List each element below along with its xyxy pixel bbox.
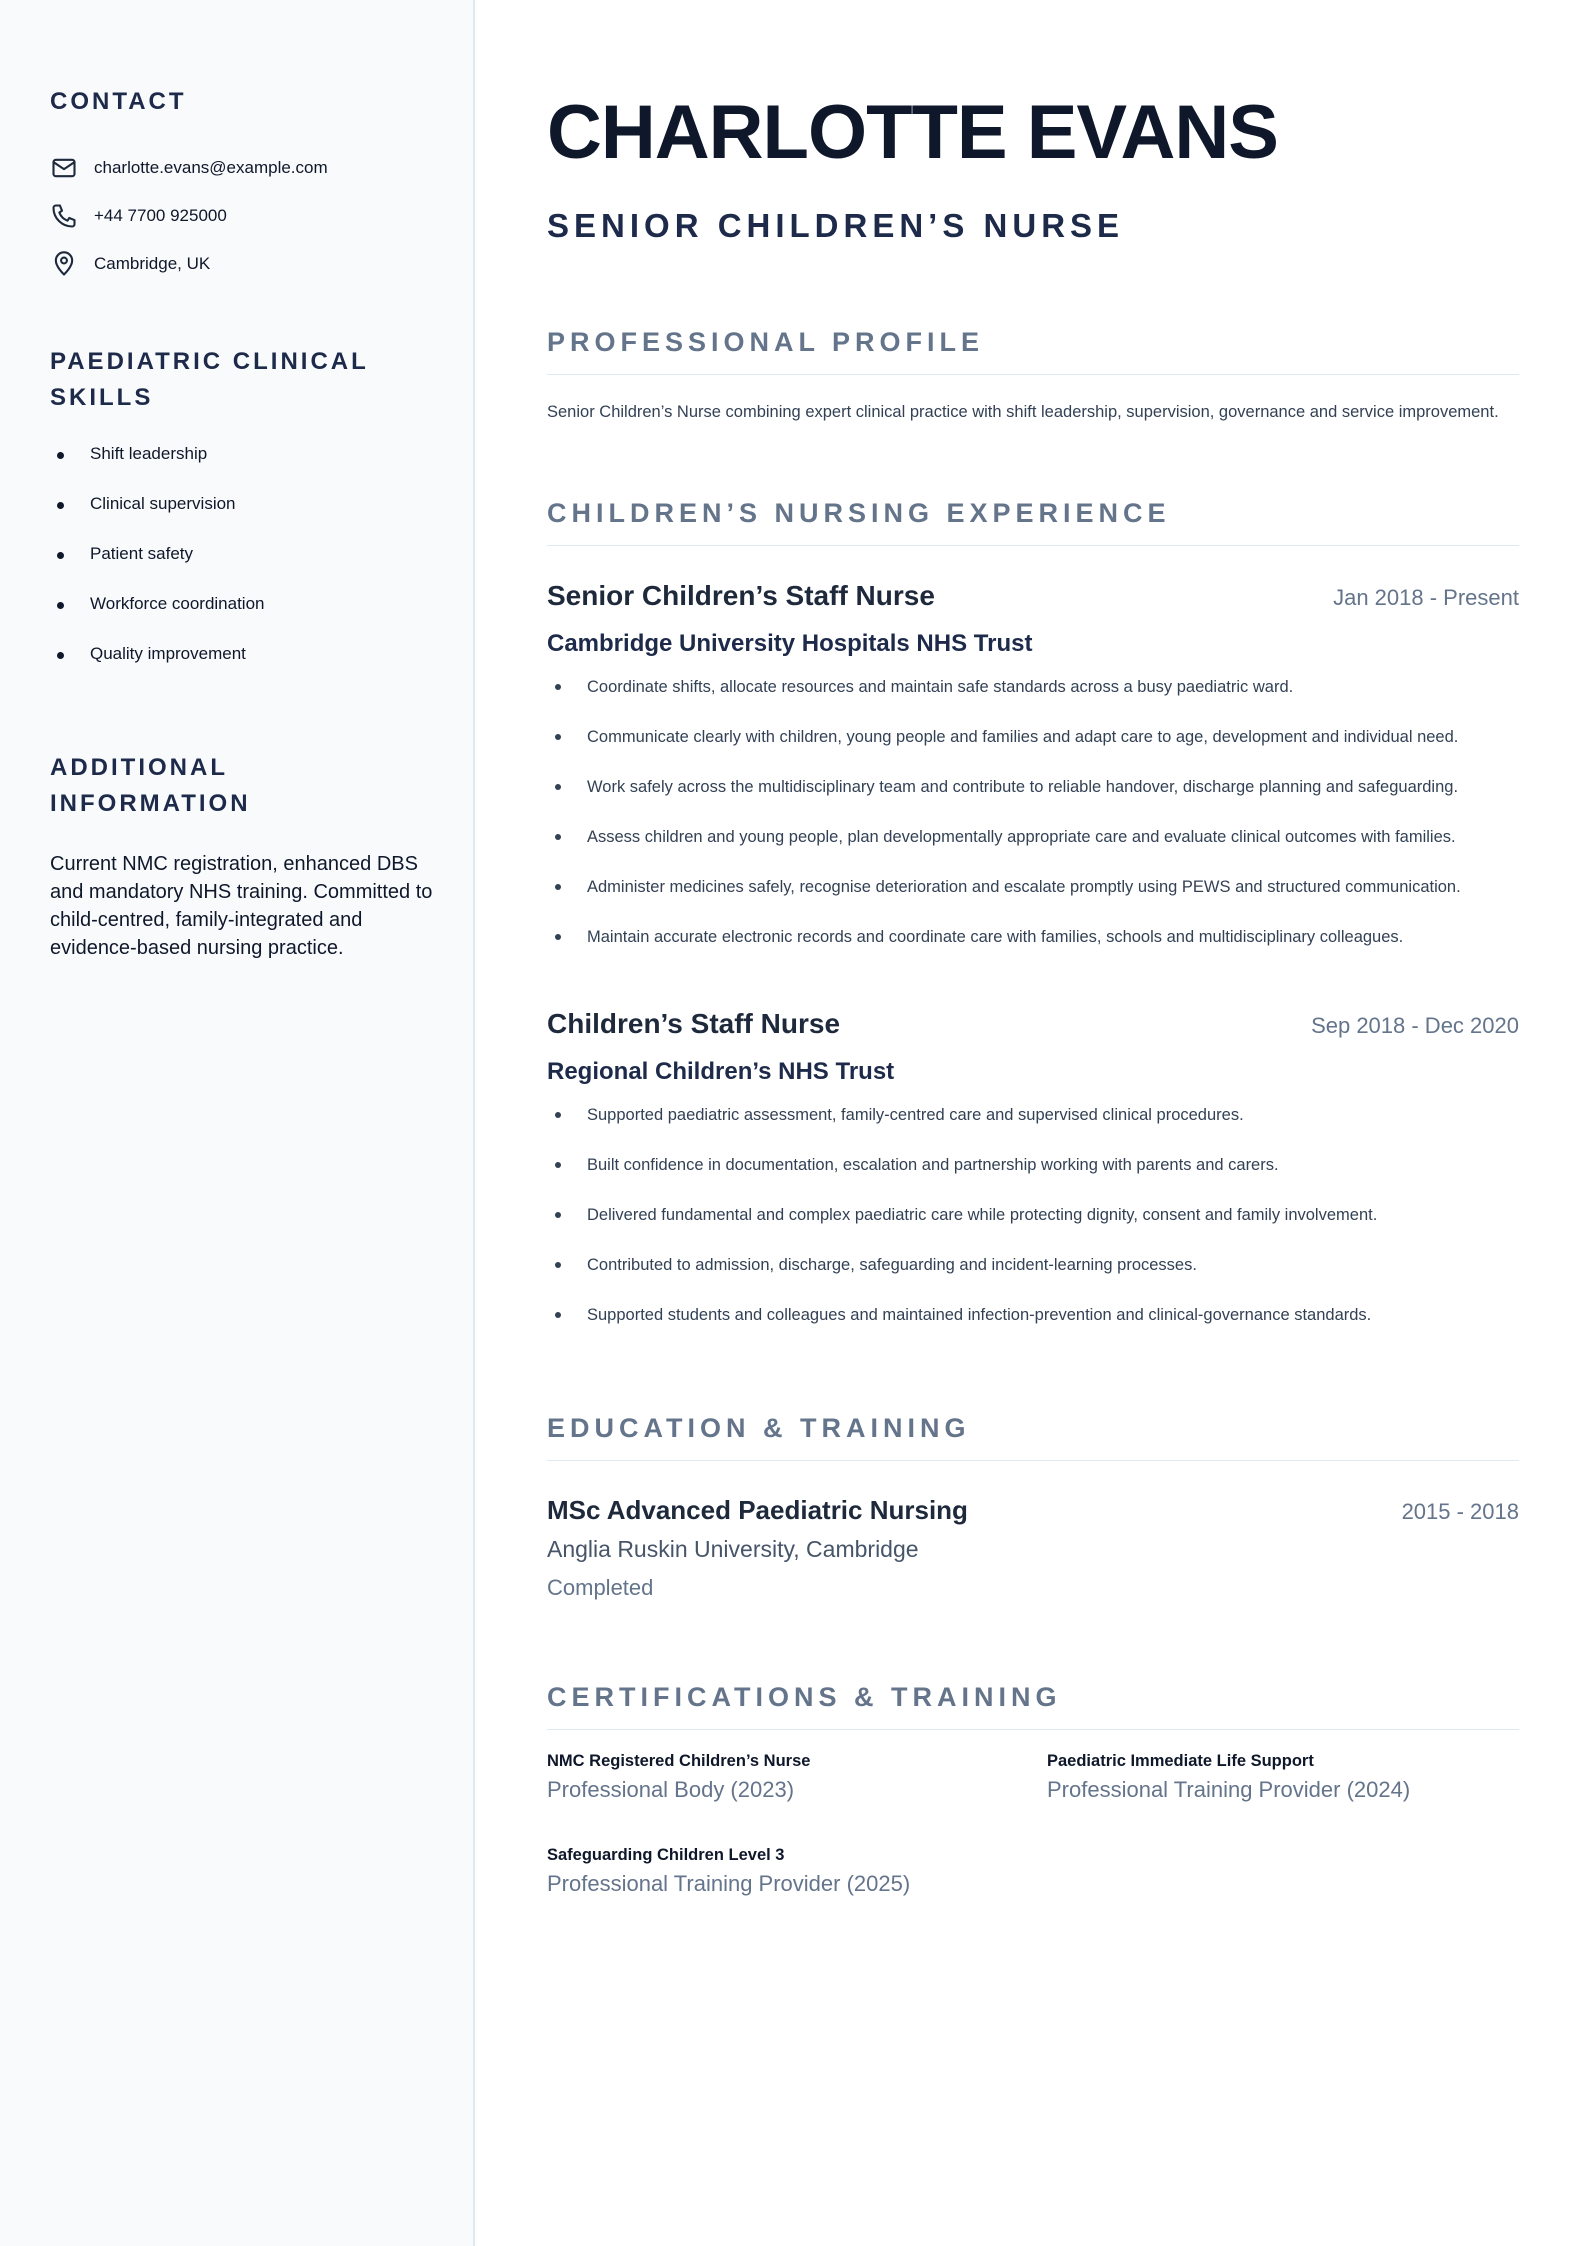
certification-name: Safeguarding Children Level 3 [547, 1846, 785, 1864]
certification-item [547, 1844, 1047, 1898]
education-section [547, 1410, 1519, 1601]
job-date: Sep 2018 - Dec 2020 [1311, 1013, 1519, 1038]
certifications-grid [547, 1750, 1519, 1898]
profile-section [547, 324, 1519, 425]
job-bullets [547, 676, 1519, 976]
job-title: Children’s Staff Nurse [547, 1008, 841, 1039]
education-date: 2015 - 2018 [1401, 1499, 1519, 1524]
job-title: Senior Children’s Staff Nurse [547, 580, 935, 611]
job-bullet: Built confidence in documentation, escalation and partnership working with parents and carers. [547, 1154, 1519, 1204]
job-bullet: Supported students and colleagues and maintained infection-prevention and clinical-governance standards. [547, 1304, 1519, 1354]
experience-heading: CHILDREN’S NURSING EXPERIENCE [547, 495, 1519, 546]
profile-text: Senior Children’s Nurse combining expert clinical practice with shift leadership, supervision, governance and service improvement. [547, 403, 1499, 421]
job-organisation: Regional Children’s NHS Trust [547, 1058, 895, 1085]
education-school: Anglia Ruskin University, Cambridge [547, 1536, 919, 1562]
certification-name: Paediatric Immediate Life Support [1047, 1752, 1314, 1770]
skills-list [50, 444, 433, 694]
job-bullet: Contributed to admission, discharge, safeguarding and incident-learning processes. [547, 1254, 1519, 1304]
skill-item: Shift leadership [50, 444, 433, 494]
contact-email[interactable] [50, 144, 433, 192]
education-entry [547, 1495, 1519, 1601]
certification-issuer: Professional Training Provider (2024) [1047, 1777, 1411, 1802]
contact-phone[interactable] [50, 192, 433, 240]
mail-icon [50, 154, 78, 182]
job-bullet: Supported paediatric assessment, family-centred care and supervised clinical procedures. [547, 1104, 1519, 1154]
education-heading: EDUCATION & TRAINING [547, 1410, 1519, 1461]
candidate-name: CHARLOTTE EVANS [547, 90, 1278, 175]
education-status: Completed [547, 1575, 654, 1600]
certification-item [547, 1750, 1047, 1804]
job-bullets [547, 1104, 1519, 1354]
contact-list [50, 144, 433, 288]
job-bullet: Maintain accurate electronic records and coordinate care with families, schools and multidisciplinary colleagues. [547, 926, 1519, 976]
certifications-heading: CERTIFICATIONS & TRAINING [547, 1679, 1519, 1730]
additional-info-heading: ADDITIONAL INFORMATION [50, 754, 251, 817]
profile-heading: PROFESSIONAL PROFILE [547, 324, 1519, 375]
skill-item: Workforce coordination [50, 594, 433, 644]
job-entry [547, 580, 1519, 976]
certification-issuer: Professional Training Provider (2025) [547, 1871, 911, 1896]
sidebar [0, 0, 475, 2246]
job-bullet: Work safely across the multidisciplinary team and contribute to reliable handover, discharge planning and safeguarding. [547, 776, 1519, 826]
main-content [547, 0, 1519, 1898]
job-organisation: Cambridge University Hospitals NHS Trust [547, 630, 1033, 657]
job-bullet: Administer medicines safely, recognise deterioration and escalate promptly using PEWS and structured communication. [547, 876, 1519, 926]
job-date: Jan 2018 - Present [1333, 585, 1519, 610]
phone-icon [50, 202, 78, 230]
contact-heading: CONTACT [50, 88, 187, 115]
contact-email-text: charlotte.evans@example.com [94, 158, 328, 177]
contact-phone-text: +44 7700 925000 [94, 206, 227, 225]
job-bullet: Assess children and young people, plan developmentally appropriate care and evaluate clinical outcomes with families. [547, 826, 1519, 876]
education-degree: MSc Advanced Paediatric Nursing [547, 1495, 968, 1525]
skill-item: Quality improvement [50, 644, 433, 694]
job-entry [547, 1008, 1519, 1354]
contact-location [50, 240, 433, 288]
skills-heading: PAEDIATRIC CLINICAL SKILLS [50, 348, 369, 411]
job-bullet: Delivered fundamental and complex paediatric care while protecting dignity, consent and family involvement. [547, 1204, 1519, 1254]
job-bullet: Coordinate shifts, allocate resources and maintain safe standards across a busy paediatric ward. [547, 676, 1519, 726]
additional-info-text: Current NMC registration, enhanced DBS and mandatory NHS training. Committed to child-centred, family-integrated and evidence-based nursing practice. [50, 853, 433, 959]
map-pin-icon [50, 250, 78, 278]
certification-item [1047, 1750, 1519, 1804]
certification-issuer: Professional Body (2023) [547, 1777, 795, 1802]
candidate-role: SENIOR CHILDREN’S NURSE [547, 207, 1125, 244]
certifications-section [547, 1679, 1519, 1898]
experience-section [547, 495, 1519, 1354]
job-bullet: Communicate clearly with children, young people and families and adapt care to age, development and individual need. [547, 726, 1519, 776]
skill-item: Patient safety [50, 544, 433, 594]
certification-name: NMC Registered Children’s Nurse [547, 1752, 811, 1770]
skill-item: Clinical supervision [50, 494, 433, 544]
contact-location-text: Cambridge, UK [94, 254, 211, 273]
